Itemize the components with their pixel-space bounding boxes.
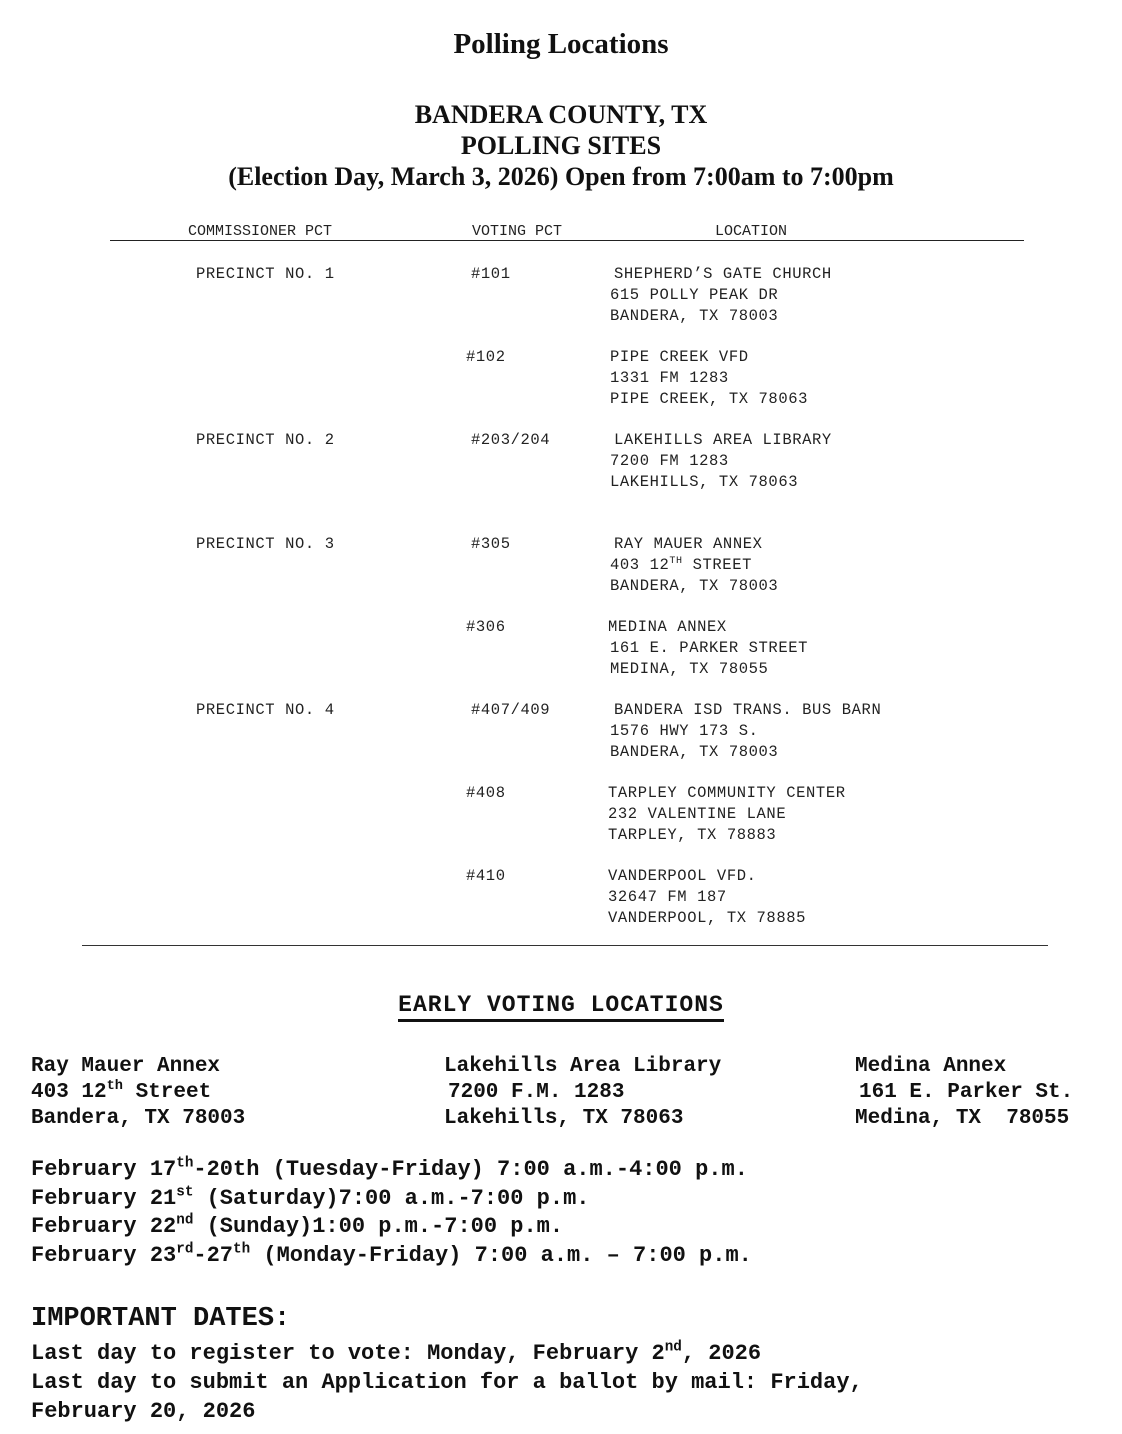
location-city: VANDERPOOL, TX 78885 bbox=[608, 908, 807, 927]
voting-pct: #203/204 bbox=[471, 431, 551, 449]
location-city: BANDERA, TX 78003 bbox=[610, 576, 779, 595]
schedule-line: February 21st (Saturday)7:00 a.m.-7:00 p.m. bbox=[31, 1184, 590, 1211]
location-street: 1576 HWY 173 S. bbox=[610, 721, 759, 740]
early-voting-location bbox=[444, 1054, 721, 1132]
voting-pct: #407/409 bbox=[471, 701, 551, 719]
location-street: 1331 FM 1283 bbox=[610, 368, 729, 387]
location-city: MEDINA, TX 78055 bbox=[610, 659, 769, 678]
location-street: 161 E. PARKER STREET bbox=[610, 638, 809, 657]
location-street: 32647 FM 187 bbox=[608, 887, 727, 906]
ev-location-street: 403 12th Street bbox=[31, 1079, 212, 1104]
voting-pct: #102 bbox=[466, 348, 506, 366]
voting-pct: #101 bbox=[471, 265, 511, 283]
location-name: RAY MAUER ANNEX bbox=[614, 535, 763, 553]
ev-location-name: Medina Annex bbox=[855, 1055, 1007, 1078]
election-day-heading: (Election Day, March 3, 2026) Open from 7:00am to 7:00pm bbox=[228, 162, 894, 191]
voting-pct: #305 bbox=[471, 535, 511, 553]
location-name: SHEPHERD’S GATE CHURCH bbox=[614, 265, 832, 283]
location-city: BANDERA, TX 78003 bbox=[610, 742, 779, 761]
precinct-label: PRECINCT NO. 4 bbox=[196, 701, 335, 719]
polling-sites-heading: POLLING SITES bbox=[460, 131, 662, 160]
schedule-line: February 23rd-27th (Monday-Friday) 7:00 a.m. – 7:00 p.m. bbox=[31, 1241, 752, 1268]
schedule-line: February 17th-20th (Tuesday-Friday) 7:00 a.m.-4:00 p.m. bbox=[31, 1155, 748, 1182]
header-location: LOCATION bbox=[715, 223, 788, 240]
location-street: 232 VALENTINE LANE bbox=[608, 804, 787, 823]
ev-location-street: 161 E. Parker St. bbox=[859, 1081, 1074, 1104]
header-voting-pct: VOTING PCT bbox=[472, 223, 563, 240]
location-entry bbox=[610, 430, 832, 492]
precinct-label: PRECINCT NO. 2 bbox=[196, 431, 335, 449]
location-name: PIPE CREEK VFD bbox=[610, 348, 749, 366]
location-entry bbox=[610, 700, 881, 762]
header-divider bbox=[110, 240, 1024, 241]
page-title: Polling Locations bbox=[453, 28, 669, 60]
location-city: PIPE CREEK, TX 78063 bbox=[610, 389, 809, 408]
early-voting-location bbox=[855, 1054, 1073, 1132]
ev-location-city: Bandera, TX 78003 bbox=[31, 1107, 246, 1130]
location-entry bbox=[610, 264, 832, 326]
location-entry bbox=[610, 534, 778, 596]
location-entry bbox=[608, 783, 846, 845]
location-city: BANDERA, TX 78003 bbox=[610, 306, 779, 325]
voting-pct: #410 bbox=[466, 867, 506, 885]
location-city: LAKEHILLS, TX 78063 bbox=[610, 472, 799, 491]
voting-pct: #408 bbox=[466, 784, 506, 802]
header-commissioner-pct: COMMISSIONER PCT bbox=[188, 223, 333, 240]
early-voting-location bbox=[31, 1054, 245, 1132]
schedule-line: February 22nd (Sunday)1:00 p.m.-7:00 p.m. bbox=[31, 1212, 564, 1239]
ev-location-name: Lakehills Area Library bbox=[444, 1055, 722, 1078]
precinct-label: PRECINCT NO. 3 bbox=[196, 535, 335, 553]
voting-pct: #306 bbox=[466, 618, 506, 636]
early-voting-title: EARLY VOTING LOCATIONS bbox=[0, 992, 1122, 1022]
ev-location-name: Ray Mauer Annex bbox=[31, 1055, 221, 1078]
location-entry bbox=[608, 866, 806, 928]
county-heading: BANDERA COUNTY, TX bbox=[414, 100, 708, 129]
important-dates-title: IMPORTANT DATES: bbox=[31, 1304, 291, 1334]
location-name: TARPLEY COMMUNITY CENTER bbox=[608, 784, 846, 802]
location-name: MEDINA ANNEX bbox=[608, 618, 727, 636]
mail-ballot-deadline: Last day to submit an Application for a ballot by mail: Friday, February 20, 2026 bbox=[31, 1370, 863, 1424]
ev-location-city: Medina, TX 78055 bbox=[855, 1107, 1070, 1130]
table-bottom-divider bbox=[82, 945, 1048, 946]
location-name: VANDERPOOL VFD. bbox=[608, 867, 757, 885]
location-entry bbox=[608, 617, 808, 679]
location-street: 7200 FM 1283 bbox=[610, 451, 729, 470]
register-deadline: Last day to register to vote: Monday, February 2nd, 2026 bbox=[31, 1339, 762, 1366]
location-name: LAKEHILLS AREA LIBRARY bbox=[614, 431, 832, 449]
precinct-label: PRECINCT NO. 1 bbox=[196, 265, 335, 283]
ev-location-city: Lakehills, TX 78063 bbox=[444, 1107, 684, 1130]
location-name: BANDERA ISD TRANS. BUS BARN bbox=[614, 701, 882, 719]
location-city: TARPLEY, TX 78883 bbox=[608, 825, 777, 844]
location-entry bbox=[610, 347, 808, 409]
location-street: 403 12TH STREET bbox=[610, 555, 753, 574]
location-street: 615 POLLY PEAK DR bbox=[610, 285, 779, 304]
ev-location-street: 7200 F.M. 1283 bbox=[448, 1081, 625, 1104]
